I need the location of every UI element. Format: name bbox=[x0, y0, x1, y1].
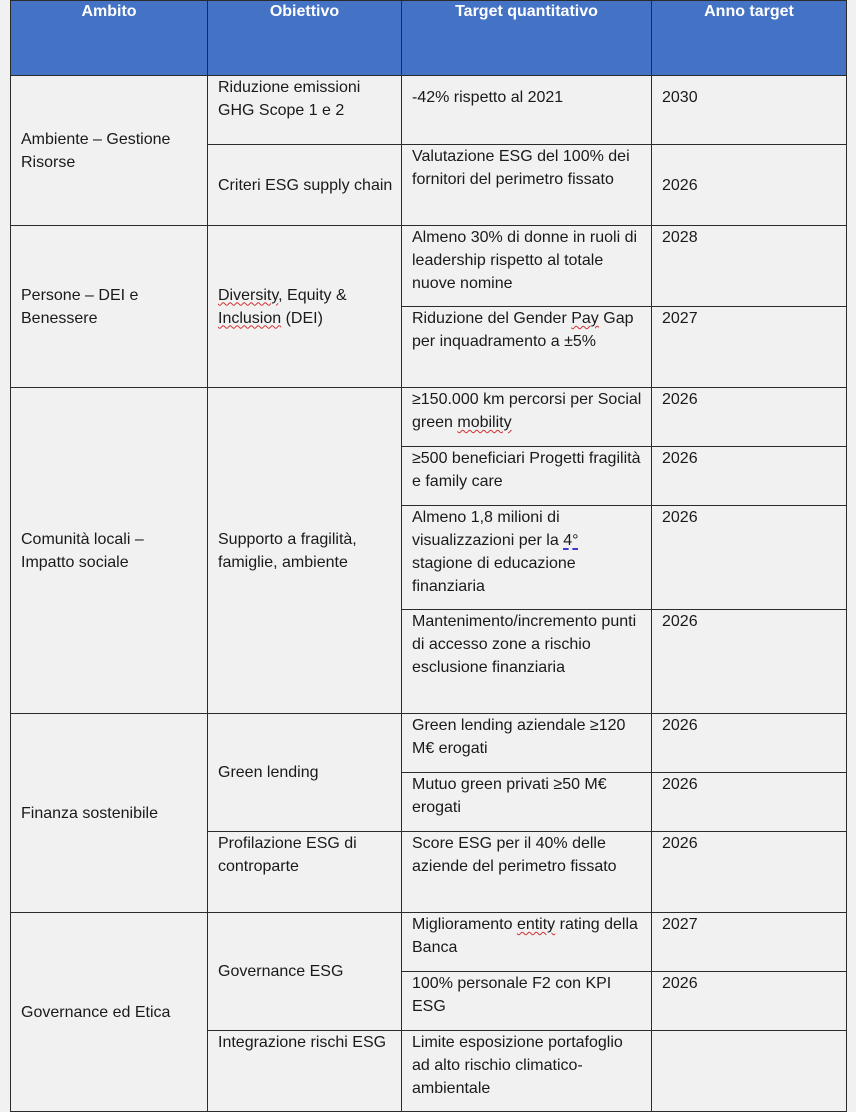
target-text-part: stagione di educazione finanziaria bbox=[412, 555, 576, 595]
obiettivo-cell bbox=[208, 226, 402, 388]
header-ambito: Ambito bbox=[11, 1, 208, 76]
obiettivo-cell: Green lending bbox=[208, 714, 402, 832]
table-row bbox=[11, 388, 847, 447]
header-anno: Anno target bbox=[652, 1, 847, 76]
esg-targets-table bbox=[10, 0, 847, 1112]
target-cell: Limite esposizione portafoglio ad alto rischio climatico-ambientale bbox=[402, 1031, 652, 1112]
ambito-cell: Governance ed Etica bbox=[11, 913, 208, 1112]
target-cell bbox=[402, 913, 652, 972]
target-text-part: Riduzione del Gender bbox=[412, 310, 572, 327]
obiettivo-cell: Supporto a fragilità, famiglie, ambiente bbox=[208, 388, 402, 714]
target-cell: Green lending aziendale ≥120 M€ erogati bbox=[402, 714, 652, 773]
header-row bbox=[11, 1, 847, 76]
header-target: Target quantitativo bbox=[402, 1, 652, 76]
header-obiettivo: Obiettivo bbox=[208, 1, 402, 76]
target-cell: Valutazione ESG del 100% dei fornitori del perimetro fissato bbox=[402, 145, 652, 226]
target-cell bbox=[402, 388, 652, 447]
target-cell: -42% rispetto al 2021 bbox=[402, 76, 652, 145]
target-text-part: entity bbox=[516, 916, 556, 933]
ambito-cell: Comunità locali – Impatto sociale bbox=[11, 388, 208, 714]
anno-cell: 2027 bbox=[652, 913, 847, 972]
table-row bbox=[11, 913, 847, 972]
obiettivo-text-part: Inclusion bbox=[218, 309, 282, 327]
obiettivo-cell: Profilazione ESG di controparte bbox=[208, 832, 402, 913]
anno-cell: 2026 bbox=[652, 610, 847, 714]
anno-cell: 2026 bbox=[652, 773, 847, 832]
target-text-part: mobility bbox=[457, 414, 512, 431]
target-text-part: ≥150.000 km percorsi per Social green bbox=[412, 391, 642, 431]
obiettivo-cell: Integrazione rischi ESG bbox=[208, 1031, 402, 1112]
anno-cell bbox=[652, 1031, 847, 1112]
obiettivo-cell: Governance ESG bbox=[208, 913, 402, 1031]
target-text-part: Miglioramento bbox=[412, 916, 517, 933]
anno-cell: 2026 bbox=[652, 506, 847, 610]
ambito-cell: Persone – DEI e Benessere bbox=[11, 226, 208, 388]
anno-cell: 2026 bbox=[652, 145, 847, 226]
target-text-part: Almeno 1,8 milioni di visualizzazioni per la bbox=[412, 509, 564, 549]
target-text-part: rating della Banca bbox=[412, 916, 638, 956]
target-cell: Mantenimento/incremento punti di accesso zone a rischio esclusione finanziaria bbox=[402, 610, 652, 714]
ambito-cell: Finanza sostenibile bbox=[11, 714, 208, 913]
table-row bbox=[11, 226, 847, 307]
obiettivo-text-part: Diversity bbox=[218, 286, 279, 304]
target-cell: ≥500 beneficiari Progetti fragilità e family care bbox=[402, 447, 652, 506]
obiettivo-cell: Criteri ESG supply chain bbox=[208, 145, 402, 226]
anno-cell: 2027 bbox=[652, 307, 847, 388]
anno-cell: 2026 bbox=[652, 388, 847, 447]
anno-cell: 2026 bbox=[652, 714, 847, 773]
table-row bbox=[11, 714, 847, 773]
target-cell bbox=[402, 307, 652, 388]
obiettivo-text-part: (DEI) bbox=[281, 309, 323, 327]
target-text-part: 4° bbox=[563, 532, 579, 549]
table-row bbox=[11, 76, 847, 145]
obiettivo-text-part: , Equity & bbox=[278, 286, 347, 304]
target-cell bbox=[402, 506, 652, 610]
anno-cell: 2026 bbox=[652, 447, 847, 506]
target-text-part: Gap per inquadramento a ±5% bbox=[412, 310, 634, 350]
obiettivo-cell: Riduzione emissioni GHG Scope 1 e 2 bbox=[208, 76, 402, 145]
anno-cell: 2026 bbox=[652, 832, 847, 913]
target-cell: Mutuo green privati ≥50 M€ erogati bbox=[402, 773, 652, 832]
anno-cell: 2028 bbox=[652, 226, 847, 307]
target-text-part: Pay bbox=[571, 310, 599, 327]
target-cell: Score ESG per il 40% delle aziende del perimetro fissato bbox=[402, 832, 652, 913]
anno-cell: 2030 bbox=[652, 76, 847, 145]
target-cell: 100% personale F2 con KPI ESG bbox=[402, 972, 652, 1031]
ambito-cell: Ambiente – Gestione Risorse bbox=[11, 76, 208, 226]
anno-cell: 2026 bbox=[652, 972, 847, 1031]
target-cell: Almeno 30% di donne in ruoli di leadership rispetto al totale nuove nomine bbox=[402, 226, 652, 307]
